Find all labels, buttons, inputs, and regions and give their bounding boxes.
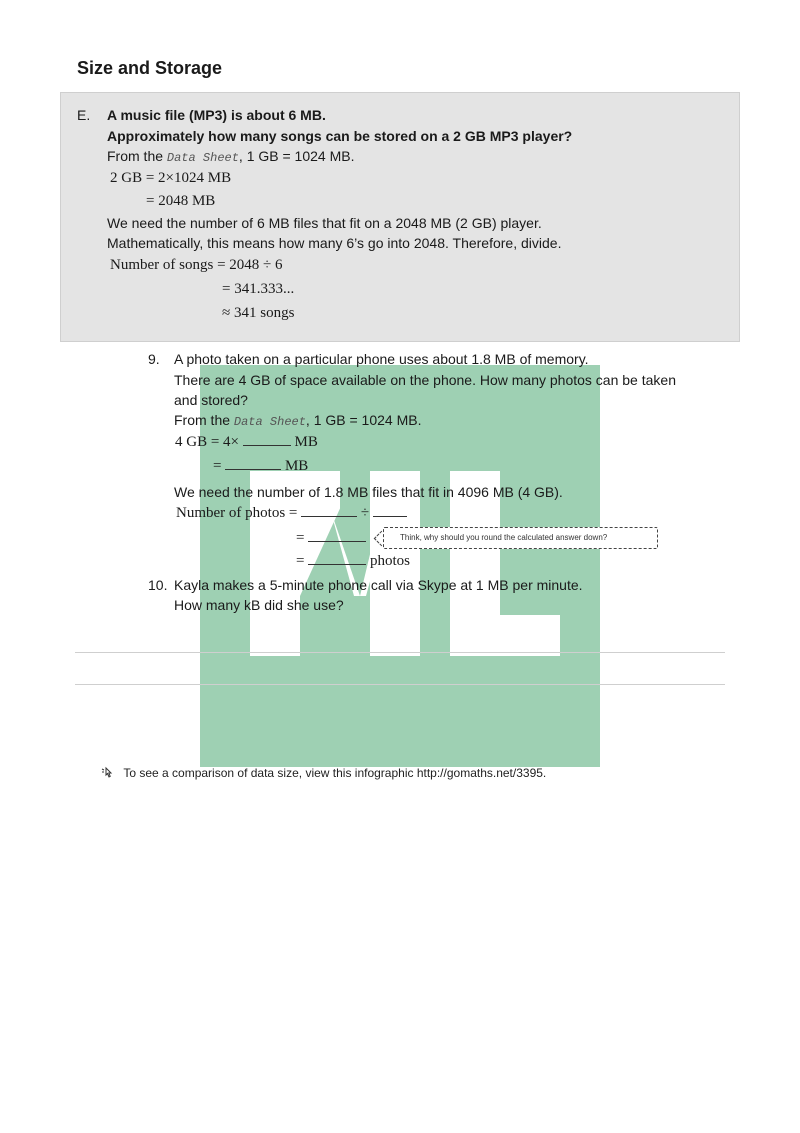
q9-calc-line-1 [175,434,318,451]
answer-line[interactable] [75,652,725,653]
q9-photos-line-1 [176,505,407,522]
q9-explanation: We need the number of 1.8 MB files that fit in 4096 MB (4 GB). [174,484,563,500]
q9-data-sheet-line [174,412,421,429]
page-title: Size and Storage [77,58,223,78]
example-calc-line-1: 2 GB = 2×1024 MB [110,170,232,186]
q10-text-line-1: Kayla makes a 5-minute phone call via Skype at 1 MB per minute. [174,577,583,593]
example-question-line-1: A music file (MP3) is about 6 MB. [107,107,326,123]
hint-bubble: Think, why should you round the calculated answer down? [383,527,658,549]
q10-number: 10. [148,577,168,593]
answer-line[interactable] [75,684,725,685]
example-songs-line-3: ≈ 341 songs [222,305,295,321]
example-question-line-2: Approximately how many songs can be stored on a 2 GB MP3 player? [107,128,573,144]
q9-text-line-2: There are 4 GB of space available on the phone. How many photos can be taken [174,372,676,388]
q9-number: 9. [148,351,160,367]
footer-text: To see a comparison of data size, view this infographic http://gomaths.net/3395. [123,766,547,780]
example-calc-line-2: = 2048 MB [146,193,216,209]
answer-blank[interactable] [308,563,366,565]
q9-text-line-3: and stored? [174,392,248,408]
from-the-text: From the [107,148,164,164]
data-sheet-reference: Data Sheet [166,151,239,165]
answer-blank[interactable] [225,468,281,470]
photos-unit: photos [369,553,410,569]
answer-blank[interactable] [243,444,291,446]
example-label: E. [77,107,91,123]
mouse-pointer-icon [100,766,117,780]
unit-mb: MB [284,458,309,474]
q9-photos-line-2 [296,530,366,547]
equals-sign: = [296,530,305,546]
divide-sign: ÷ [360,505,370,521]
q10-text-line-2: How many kB did she use? [174,597,344,613]
q9-calc-line-2 [213,458,308,475]
example-explanation-line-2: Mathematically, this means how many 6’s go into 2048. Therefore, divide. [107,235,562,251]
unit-mb: MB [294,434,318,450]
conversion-text: , 1 GB = 1024 MB. [305,412,422,428]
q9-text-line-1: A photo taken on a particular phone uses about 1.8 MB of memory. [174,351,589,367]
from-the-text: From the [174,412,231,428]
answer-blank[interactable] [301,515,357,517]
answer-blank[interactable] [308,540,366,542]
footer-note [100,765,546,780]
example-data-sheet-line [107,148,354,165]
answer-blank[interactable] [373,515,407,517]
q9-photos-line-3 [296,553,410,570]
example-explanation-line-1: We need the number of 6 MB files that fit on a 2048 MB (2 GB) player. [107,215,542,231]
example-songs-line-1: Number of songs = 2048 ÷ 6 [110,257,283,273]
data-sheet-reference: Data Sheet [233,415,306,429]
photos-prefix: Number of photos = [176,505,298,521]
calc-prefix: 4 GB = 4× [175,434,240,450]
example-songs-line-2: = 341.333... [222,281,295,297]
conversion-text: , 1 GB = 1024 MB. [238,148,355,164]
equals-sign: = [213,458,222,474]
equals-sign: = [296,553,305,569]
